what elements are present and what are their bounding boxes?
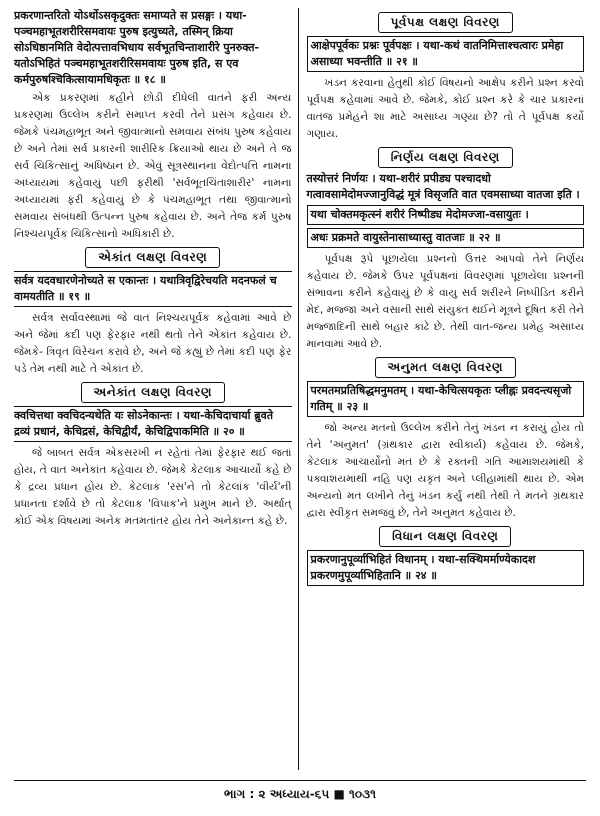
heading-nirnay-wrap: [307, 146, 585, 168]
page-footer: ભાગ : ૨ અધ્યાય-૬૫ ■ ૧૦૩૧: [14, 780, 586, 802]
heading-purvapaksh-wrap: [307, 11, 585, 33]
heading-ekant: એકાંત લક્ષણ વિવરણ: [85, 247, 220, 268]
heading-anekant: અનેકાંત લક્ષણ વિવરણ: [81, 382, 225, 403]
heading-ekant-wrap: [14, 246, 292, 268]
sanskrit-verse-22b: यथा चोक्तमकृत्स्नं शरीरं निष्पीड्य मेदोमज्जा-वसायुतः ।: [307, 205, 585, 225]
gujarati-commentary-20: જે બાબત સર્વત્ર એકસરખી ન રહેતાં તેમાં ફેરફાર થઈ જતાં હોય, તે વાત અનેકાંત કહેવાય છે. જેમકે કેટલાક આચાર્યો કહે છે કે દ્રવ્ય પ્રધાન હોય છે. કેટલાક 'રસ'ને તો કેટલાંક 'વીર્ય'ની પ્રધાનતા દર્શાવે છે તો કેટલાક 'વિપાક'ને પ્રમુખ માને છે. અર્થાત્ કોઈ એક વિષયમાં અનેક મતમતાંતર હોય તેને અનેકાન્ત કહે છે.: [14, 447, 292, 527]
sanskrit-verse-23: परमतमप्रतिषिद्धमनुमतम् । यथा-केचित्सयकृतः प्लीह्नः प्रवदन्त्यसृजो गतिम् ॥ २३ ॥: [307, 381, 585, 417]
heading-purvapaksh: પૂર્વપક્ષ લક્ષણ વિવરણ: [378, 12, 513, 33]
left-column: [14, 8, 299, 770]
sanskrit-verse-21: आक्षेपपूर्वकः प्रश्नः पूर्वपक्षः । यथा-कथं वातनिमित्ताश्चत्वारः प्रमेहा असाध्या भवन्तीति ॥ २१ ॥: [307, 36, 585, 72]
heading-anumat-wrap: [307, 356, 585, 378]
gujarati-commentary-22: પૂર્વપક્ષ રૂપે પૂછાયેલા પ્રશ્નનો ઉત્તર આપવો તેને નિર્ણય કહેવાય છે. જેમકે ઉપર પૂર્વપક્ષનાં વિવરણમાં પૂછાયેલા પ્રશ્નની સંભાવના કરીને કહેવાયું છે કે વાયુ સર્વ શરીરને નિષ્પીડિત કરીને મેદ, મજ્જા અને વસાની સાથે સંયુક્ત થઈને મૂત્રને દૂષિત કરી તેને મજ્જાદિની સાથે બહાર કાઢે છે. તેથી વાત-જન્ય પ્રમેહ અસાધ્ય માનવામાં આવે છે.: [306, 253, 584, 350]
sanskrit-verse-19: सर्वत्र यदवधारणेनोच्यते स एकान्तः । यथात्रिवृद्विरेचयति मदनफलं च वामयतीति ॥ १९ ॥: [14, 271, 292, 307]
heading-anumat: અનુમત લક્ષણ વિવરણ: [375, 357, 516, 378]
gujarati-commentary-18: એક પ્રકરણમાં કહીને છોડી દીધેલી વાતને ફરી અન્ય પ્રકરણમાં ઉલ્લેખ કરીને સમાપ્ત કરવી તેને પ્રસંગ કહેવાય છે. જેમકે પંચમહાભૂત અને જીવાત્માનો સમવાય સંબંધ પુરુષ કહેવાય છે અને તેમાં સર્વ પ્રકારની શારીરિક ક્રિયાઓ થાય છે અને તે જ સર્વ ચિકિત્સાનું અધિષ્ઠાન છે. એવું સૂત્રસ્થાનના વેદોત્પત્તિ નામના અધ્યાયમાં કહેવાયું પછી ફરીથી 'સર્વભૂતચિંતાશારીર' નામના અધ્યાયમાં ફરી કહેવાયું છે કે પંચમહાભૂત તથા જીવાત્માનો સમવાય સંબંધથી ઉત્પન્ન પુરુષ કહેવાય છે. અને તેજ કર્મ પુરુષ નિશ્ચયપૂર્વક ચિકિત્સાનો અધિકારી છે.: [14, 92, 292, 240]
sanskrit-verse-20: क्वचित्तथा क्वचिदन्यथेति यः सोऽनेकान्तः । यथा-केचिदाचार्या ब्रुवते द्रव्यं प्रधानं, केचिद्रसं, केचिद्वीर्यं, केचिद्विपाकमिति ॥ २० ॥: [14, 406, 292, 442]
two-column-body: [14, 8, 584, 770]
sanskrit-verse-22a: तस्योत्तरं निर्णयः । यथा-शरीरं प्रपीड्य पश्चादधो गत्वावसामेदोमज्जानुविद्धं मूत्रं विसृजति वात एवमसाध्या वातजा इति ।: [306, 172, 580, 201]
heading-vidhan-wrap: [307, 525, 585, 547]
sanskrit-verse-24: प्रकरणानुपूर्व्याभिहितं विधानम् । यथा-सक्थिमर्माण्येकादश प्रकरणमुपूर्व्याभिहितानि ॥ २४ ॥: [307, 550, 585, 586]
sanskrit-verse-18: प्रकरणान्तरितो योऽर्थोऽसकृदुक्तः समाप्यते स प्रसङ्गः । यथा-पञ्चमहाभूतशरीरिसमवायः पुरुष इत्युच्यते, तस्मिन् क्रिया सोऽधिष्ठानमिति वेदोत्पत्तावभिधाय सर्वभूतचिन्ताशारीरे पुनरुक्त-यतोऽभिहितं पञ्चमहाभूतशरीरिसमवायः पुरुष इति, स एव कर्मपुरुषश्चिकित्सायामधिकृतः ॥ १८ ॥: [14, 9, 260, 86]
sanskrit-verse-22c: अधः प्रक्रमते वायुस्तेनासाध्यास्तु वातजाः ॥ २२ ॥: [307, 228, 585, 248]
gujarati-commentary-21: ખંડન કરવાના હેતુથી કોઈ વિષયનો આક્ષેપ કરીને પ્રશ્ન કરવો પૂર્વપક્ષ કહેવામાં આવે છે. જેમકે, કોઈ પ્રશ્ન કરે કે ચાર પ્રકારનાં વાતજ પ્રમેહને શા માટે અસાધ્ય ગણ્યા છે? તો તે પૂર્વપક્ષ કર્યો ગણાય.: [306, 77, 584, 140]
heading-nirnay: નિર્ણય લક્ષણ વિવરણ: [378, 147, 513, 168]
gujarati-commentary-19: સર્વત્ર સર્વાવસ્થામાં જે વાત નિશ્ચયપૂર્વક કહેવામાં આવે છે અને જેમાં કદી પણ ફેરફાર નથી થતો તેને એકાંત કહેવાય છે. જેમકે- ત્રિવૃત વિરેચન કરાવે છે, અને જે કહ્યું છે તેમાં કદી પણ ફેર પડે તેમ નથી માટે તે એકાંત છે.: [14, 312, 292, 375]
gujarati-commentary-23: જો અન્ય મતનો ઉલ્લેખ કરીને તેનું ખંડન ન કરાયું હોય તો તેને 'અનુમત' (ગ્રંથકાર દ્વારા સ્વીકાર્ય) કહેવાય છે. જેમકે, કેટલાક આચાર્યોનો મત છે કે રક્તની ગતિ આમાશયમાંથી કે પક્વાશયમાંથી નહિ પણ યકૃત અને પ્લીહામાંથી થાય છે. એમ અન્યનો મત લખીને તેનું ખંડન કર્યું નથી તેથી તે મતને ગ્રંથકાર દ્વારા સ્વીકૃત સમજવું છે, તેને અનુમત કહેવાય છે.: [306, 422, 584, 519]
heading-anekant-wrap: [14, 381, 292, 403]
right-column: [299, 8, 585, 770]
prasang-section: [14, 8, 292, 243]
heading-vidhan: વિધાન લક્ષણ વિવરણ: [379, 526, 511, 547]
